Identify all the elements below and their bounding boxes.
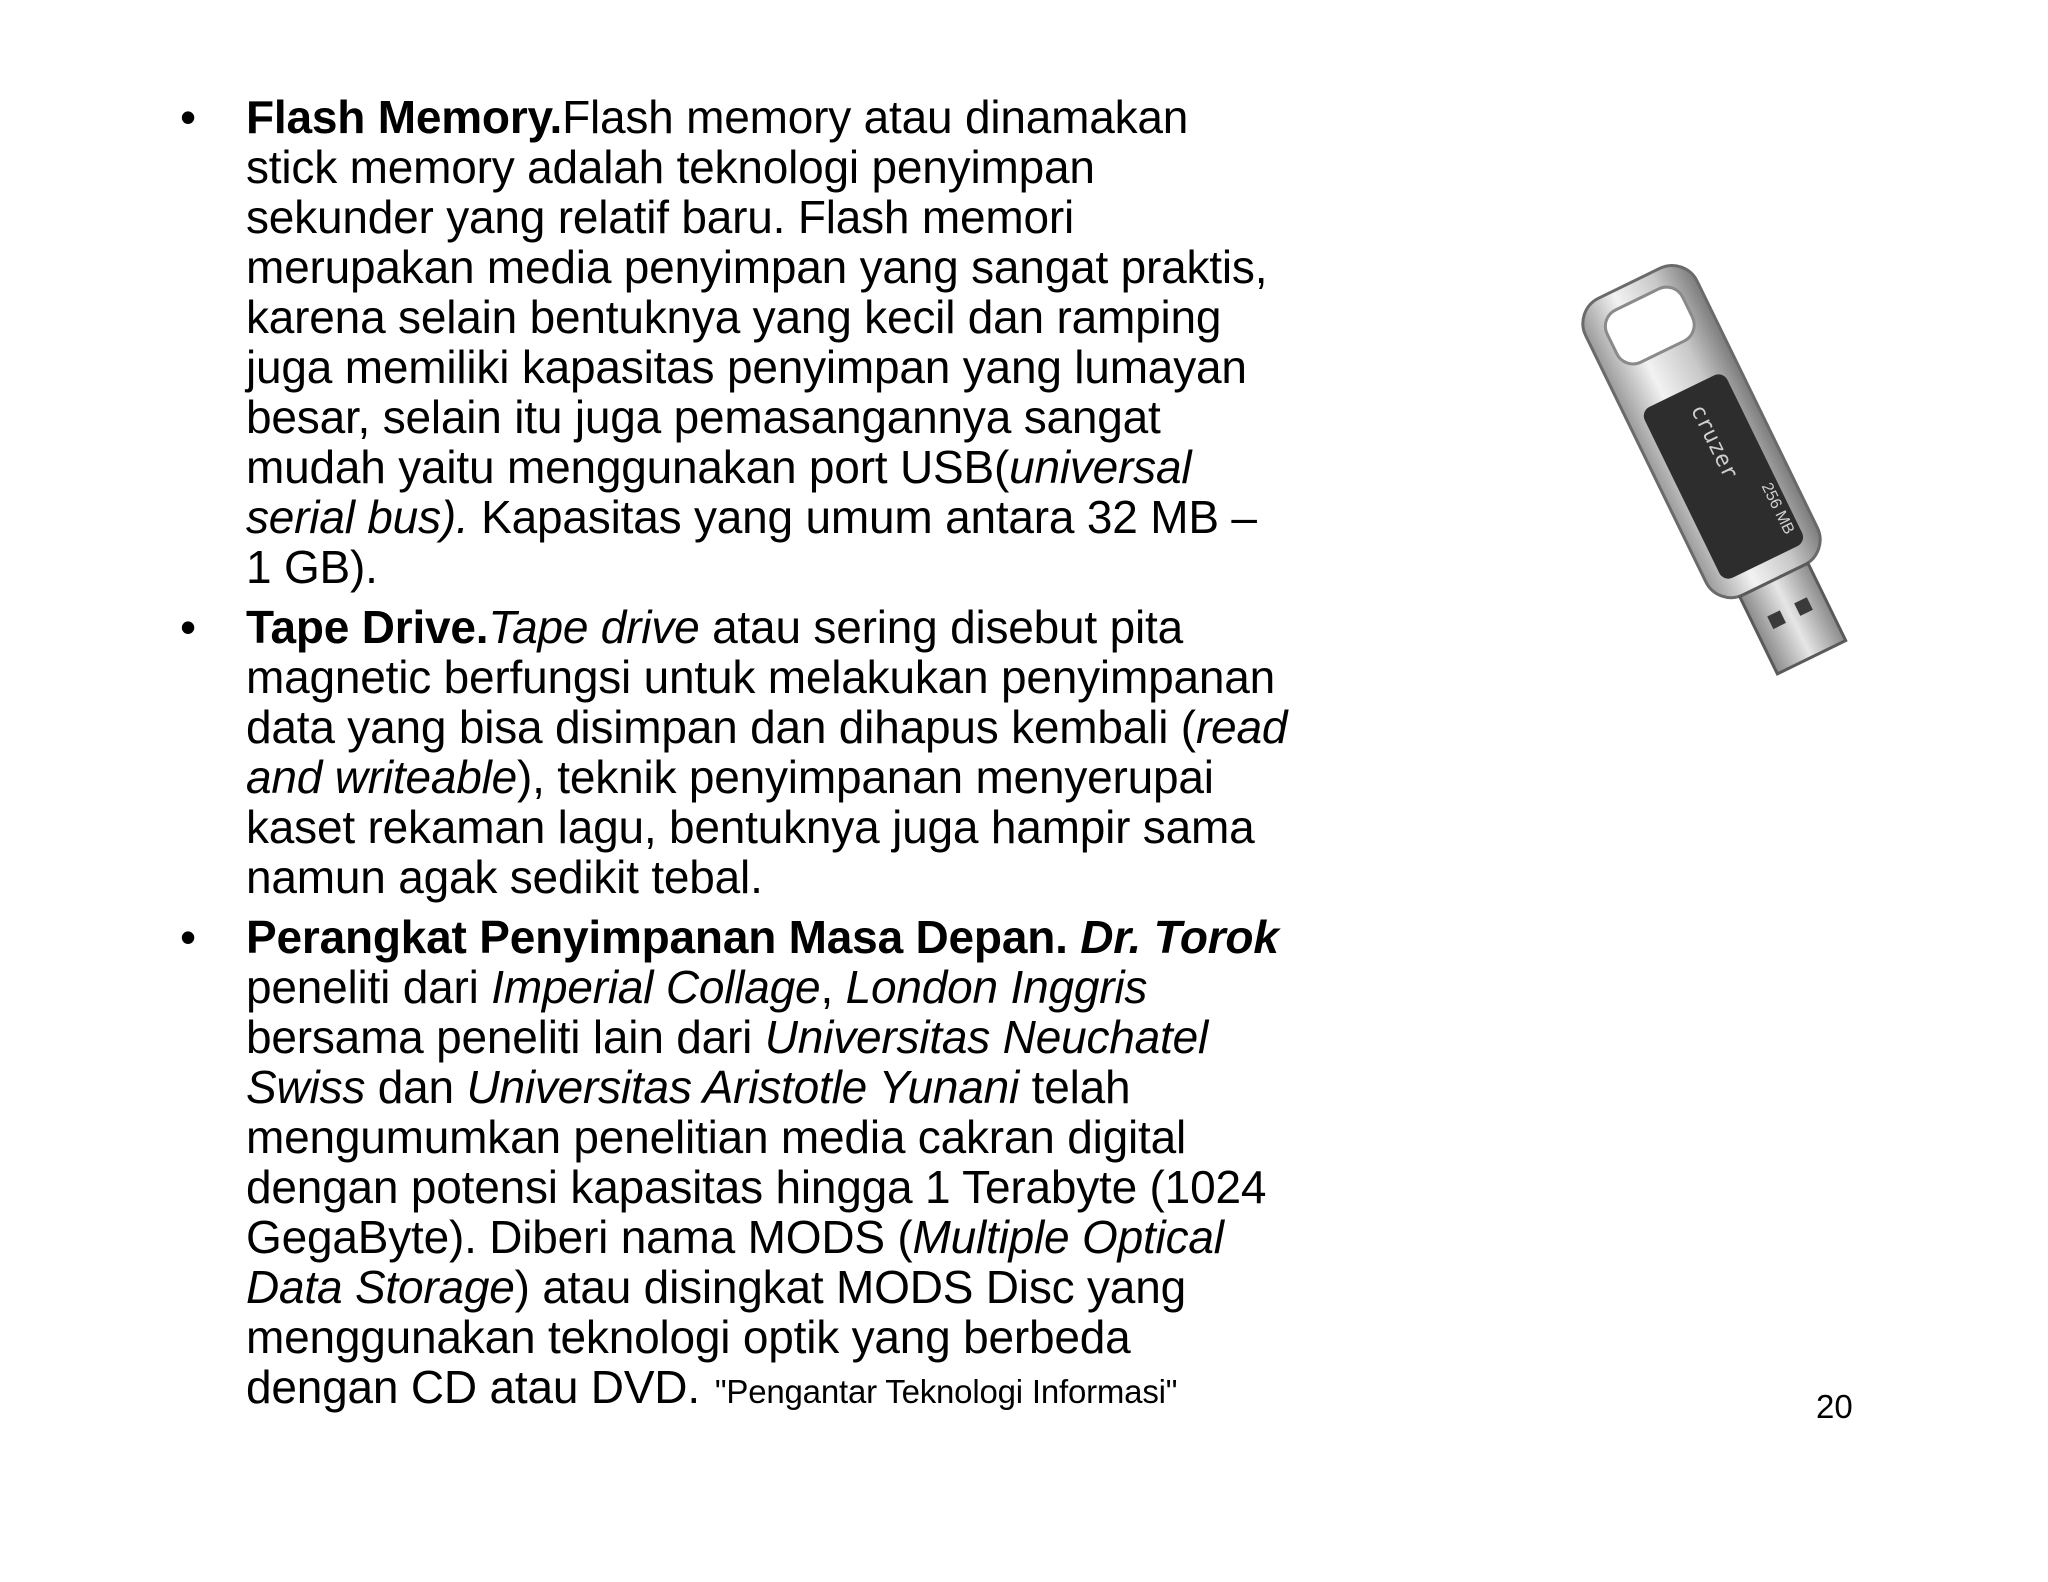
text-segment: dengan CD atau DVD. bbox=[246, 1361, 700, 1413]
text-segment: mengumumkan penelitian media cakran digital bbox=[246, 1111, 1187, 1163]
text-line bbox=[246, 342, 1452, 392]
text-line bbox=[246, 1212, 1452, 1262]
text-segment: Data Storage bbox=[246, 1261, 515, 1313]
footer-title: "Pengantar Teknologi Informasi" bbox=[705, 1373, 1178, 1410]
text-line bbox=[246, 1012, 1452, 1062]
text-segment: menggunakan teknologi optik yang berbeda bbox=[246, 1311, 1131, 1363]
capacity-label: 256 MB bbox=[1757, 480, 1798, 538]
text-segment: , bbox=[820, 961, 846, 1013]
text-segment: 1 GB). bbox=[246, 541, 378, 593]
text-segment: Universitas Neuchatel bbox=[764, 1011, 1209, 1063]
text-line bbox=[246, 1312, 1452, 1362]
text-line bbox=[246, 442, 1452, 492]
text-line bbox=[246, 292, 1452, 342]
text-segment: ), teknik penyimpanan menyerupai bbox=[517, 751, 1214, 803]
text-segment: Imperial Collage bbox=[491, 961, 821, 1013]
text-segment: mudah yaitu menggunakan port USB( bbox=[246, 441, 1010, 493]
bullet-dot: • bbox=[180, 91, 197, 143]
bullet-dot: • bbox=[180, 911, 197, 963]
text-segment: ) atau disingkat MODS Disc yang bbox=[514, 1261, 1186, 1313]
usb-flash-drive-icon bbox=[1560, 260, 1900, 720]
text-segment: Dr. Torok bbox=[1080, 911, 1279, 963]
text-segment: sekunder yang relatif baru. Flash memori bbox=[246, 191, 1075, 243]
text-line bbox=[246, 702, 1452, 752]
text-segment: Flash Memory. bbox=[246, 91, 563, 143]
text-line bbox=[246, 802, 1452, 852]
text-line bbox=[246, 1362, 1452, 1417]
text-segment: data yang bisa disimpan dan dihapus kembali ( bbox=[246, 701, 1196, 753]
text-line bbox=[246, 192, 1452, 242]
text-segment: GegaByte). Diberi nama MODS ( bbox=[246, 1211, 913, 1263]
text-segment: peneliti dari bbox=[246, 961, 492, 1013]
text-line bbox=[246, 542, 1452, 592]
text-segment: universal bbox=[1009, 441, 1192, 493]
text-segment: Universitas Aristotle Yunani bbox=[466, 1061, 1020, 1113]
text-line bbox=[246, 92, 1452, 142]
bullet-item bbox=[172, 92, 1452, 592]
text-segment: bersama peneliti lain dari bbox=[246, 1011, 765, 1063]
text-segment: serial bus). bbox=[246, 491, 469, 543]
text-line bbox=[246, 852, 1452, 902]
bullet-dot: • bbox=[180, 601, 197, 653]
text-segment: atau sering disebut pita bbox=[699, 601, 1183, 653]
text-line bbox=[246, 1112, 1452, 1162]
text-line bbox=[246, 1062, 1452, 1112]
text-line bbox=[246, 752, 1452, 802]
brand-label: cruzer bbox=[1685, 400, 1743, 484]
text-segment: dengan potensi kapasitas hingga 1 Terabyte (1024 bbox=[246, 1161, 1267, 1213]
text-segment: Perangkat Penyimpanan Masa Depan. bbox=[246, 911, 1081, 963]
text-segment: stick memory adalah teknologi penyimpan bbox=[246, 141, 1095, 193]
text-line bbox=[246, 962, 1452, 1012]
text-line bbox=[246, 1262, 1452, 1312]
text-line bbox=[246, 392, 1452, 442]
text-segment: kaset rekaman lagu, bentuknya juga hampir sama bbox=[246, 801, 1255, 853]
text-line bbox=[246, 912, 1452, 962]
bullet-list bbox=[172, 92, 1452, 1427]
text-line bbox=[246, 652, 1452, 702]
text-segment: Multiple Optical bbox=[912, 1211, 1224, 1263]
text-line bbox=[246, 1162, 1452, 1212]
text-segment: Tape drive bbox=[488, 601, 700, 653]
text-line bbox=[246, 142, 1452, 192]
text-segment: and writeable bbox=[246, 751, 518, 803]
bullet-item bbox=[172, 602, 1452, 902]
text-segment: London Inggris bbox=[845, 961, 1148, 1013]
text-segment: magnetic berfungsi untuk melakukan penyimpanan bbox=[246, 651, 1275, 703]
text-segment: juga memiliki kapasitas penyimpan yang lumayan bbox=[246, 341, 1247, 393]
text-segment: Tape Drive. bbox=[246, 601, 489, 653]
text-segment: besar, selain itu juga pemasangannya sangat bbox=[246, 391, 1161, 443]
text-segment: merupakan media penyimpan yang sangat praktis, bbox=[246, 241, 1268, 293]
text-segment: read bbox=[1195, 701, 1288, 753]
text-segment: namun agak sedikit tebal. bbox=[246, 851, 763, 903]
text-line bbox=[246, 602, 1452, 652]
bullet-item bbox=[172, 912, 1452, 1417]
page-number: 20 bbox=[1816, 1388, 1853, 1425]
text-segment: Flash memory atau dinamakan bbox=[562, 91, 1189, 143]
text-segment: telah bbox=[1019, 1061, 1131, 1113]
text-line bbox=[246, 492, 1452, 542]
text-segment: Kapasitas yang umum antara 32 MB – bbox=[468, 491, 1257, 543]
text-line bbox=[246, 242, 1452, 292]
text-segment: Swiss bbox=[246, 1061, 366, 1113]
text-segment: karena selain bentuknya yang kecil dan ramping bbox=[246, 291, 1222, 343]
text-segment: dan bbox=[365, 1061, 467, 1113]
